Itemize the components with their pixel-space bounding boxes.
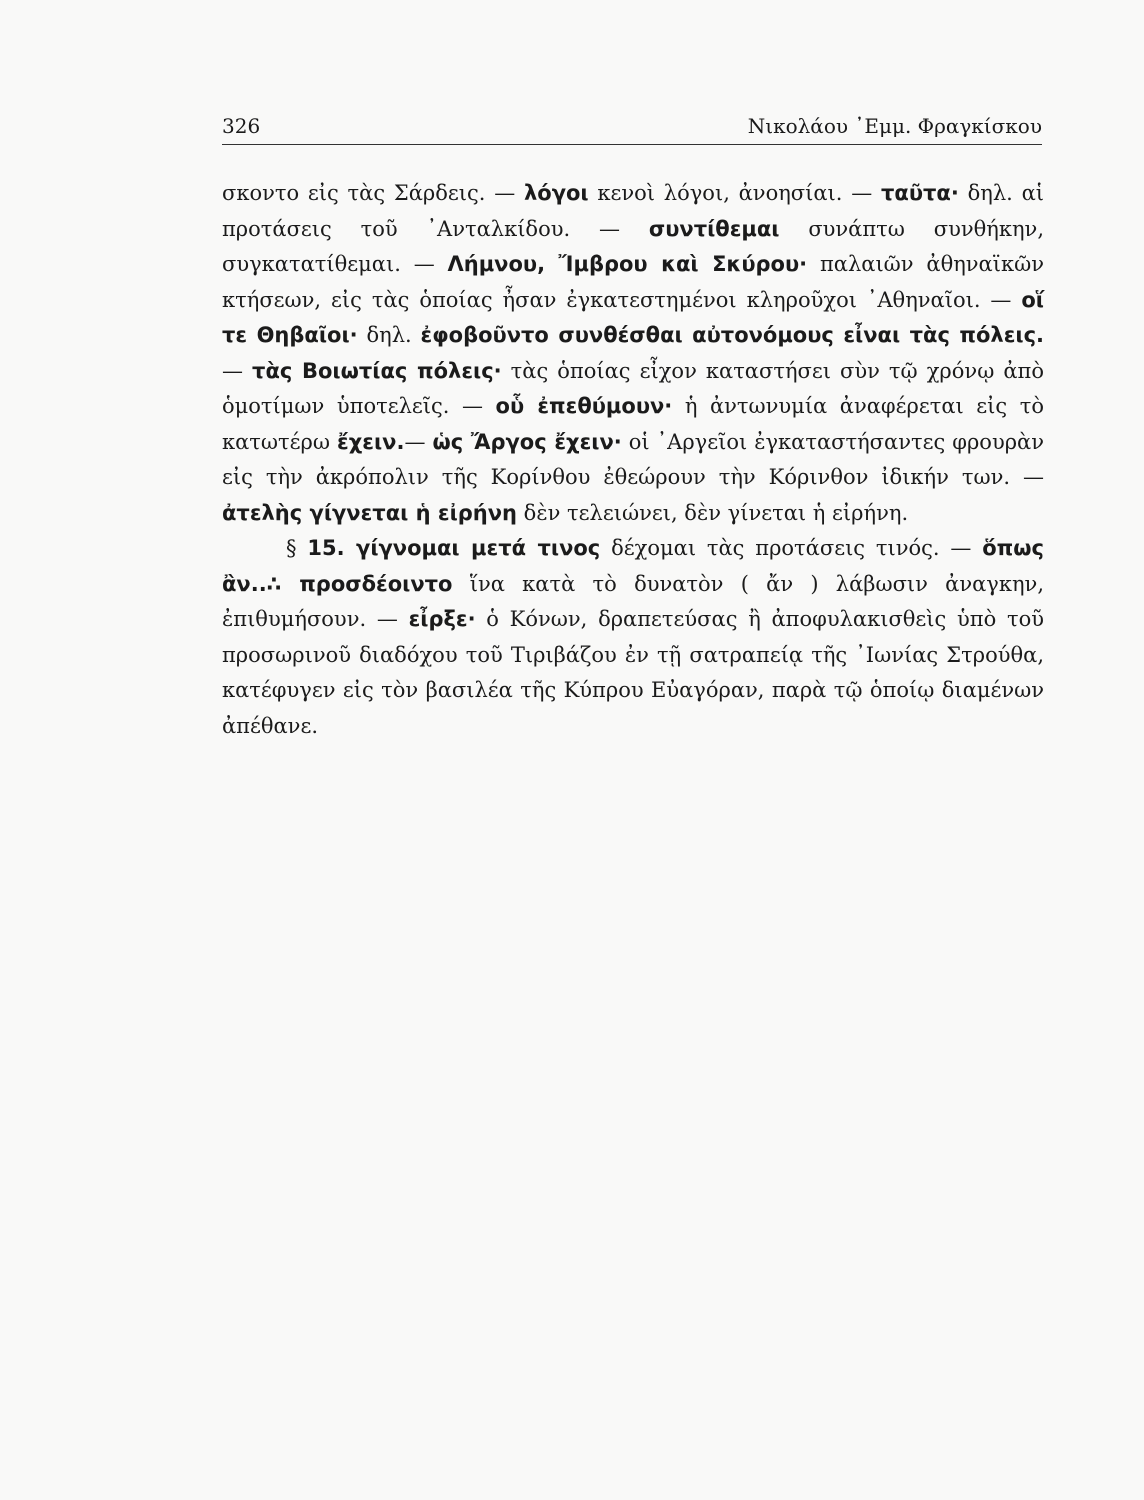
- gloss-text: τὰς ὁποίας εἶχον καταστήσει σὺν τῷ χρόνῳ ἀπὸ ὁμοτίμων ὑποτελεῖς. —: [222, 358, 1044, 418]
- lemma-bold: οὗ ἐπεθύμουν·: [495, 394, 673, 418]
- lemma-bold: ταῦτα·: [881, 181, 959, 205]
- lemma-bold: συντίθεμαι: [648, 216, 780, 241]
- commentary-text: [222, 176, 1044, 744]
- lemma-bold: τὰς Βοιωτίας πόλεις·: [252, 358, 502, 383]
- lemma-bold: εἶρξε·: [408, 607, 476, 631]
- gloss-text: ἡ ἀντωνυμία ἀναφέρεται εἰς τὸ κατωτέρω: [222, 394, 1044, 454]
- lemma-bold: ἔχειν.: [337, 429, 405, 454]
- gloss-text: δέχομαι τὰς προτάσεις τινός. —: [600, 536, 983, 560]
- paragraph-commentary-1: [222, 176, 1044, 531]
- lemma-bold: λόγοι: [523, 181, 589, 205]
- gloss-text: —: [404, 429, 433, 454]
- gloss-text: §: [286, 536, 308, 560]
- gloss-text: δηλ. αἱ προτάσεις τοῦ ᾿Ανταλκίδου. —: [222, 181, 1044, 241]
- gloss-text: οἱ ᾿Αργεῖοι ἐγκαταστήσαντες φρουρὰν εἰς τὴν ἀκρόπολιν τῆς Κορίνθου ἐθεώρουν τὴν Κόρινθον ἰδικήν των. —: [222, 429, 1044, 489]
- gloss-text: κενοὶ λόγοι, ἀνοησίαι. —: [588, 181, 881, 205]
- running-header: [222, 108, 1042, 145]
- paragraph-section-15: [222, 531, 1044, 744]
- gloss-text: σκοντο εἰς τὰς Σάρδεις. —: [222, 181, 524, 205]
- gloss-text: ἵνα κατὰ τὸ δυνατὸν ( ἄν ) λάβωσιν ἀναγκην, ἐπιθυμήσουν. —: [222, 571, 1044, 631]
- gloss-text: παλαιῶν ἀθηναϊκῶν κτήσεων, εἰς τὰς ὁποίας ἦσαν ἐγκατεστημένοι κληροῦχοι ᾿Αθηναῖοι. —: [222, 252, 1044, 312]
- lemma-bold: ὅπως ἂν..∴ προσδέοιντο: [222, 536, 1044, 596]
- gloss-text: δηλ.: [357, 323, 421, 347]
- lemma-bold: ἐφοβοῦντο συνθέσθαι αὐτονόμους εἶναι τὰς πόλεις.: [420, 323, 1045, 347]
- running-head-author: Νικολάου ᾿Εμμ. Φραγκίσκου: [747, 114, 1042, 138]
- lemma-bold: Λήμνου, Ἴμβρου καὶ Σκύρου·: [447, 252, 808, 276]
- lemma-bold: ὡς Ἄργος ἔχειν·: [432, 429, 622, 454]
- gloss-text: συνάπτω συνθήκην, συγκατατίθεμαι. —: [222, 216, 1044, 276]
- lemma-bold: 15. γίγνομαι μετά τινος: [307, 536, 601, 560]
- gloss-text: ὁ Κόνων, δραπετεύσας ἢ ἀποφυλακισθεὶς ὑπὸ τοῦ προσωρινοῦ διαδόχου τοῦ Τιριβάζου ἐν τῇ σατραπείᾳ τῆς ᾿Ιωνίας Στρούθα, κατέφυγεν εἰς τὸν βασιλέα τῆς Κύπρου Εὐαγόραν, παρὰ τῷ ὁποίῳ διαμένων ἀπέθανε.: [222, 607, 1044, 738]
- lemma-bold: ἀτελὴς γίγνεται ἡ εἰρήνη: [222, 500, 517, 525]
- lemma-bold: οἵ τε Θηβαῖοι·: [222, 287, 1044, 347]
- page-number: 326: [222, 114, 261, 138]
- gloss-text: δὲν τελειώνει, δὲν γίνεται ἡ εἰρήνη.: [517, 500, 909, 525]
- gloss-text: —: [222, 358, 253, 383]
